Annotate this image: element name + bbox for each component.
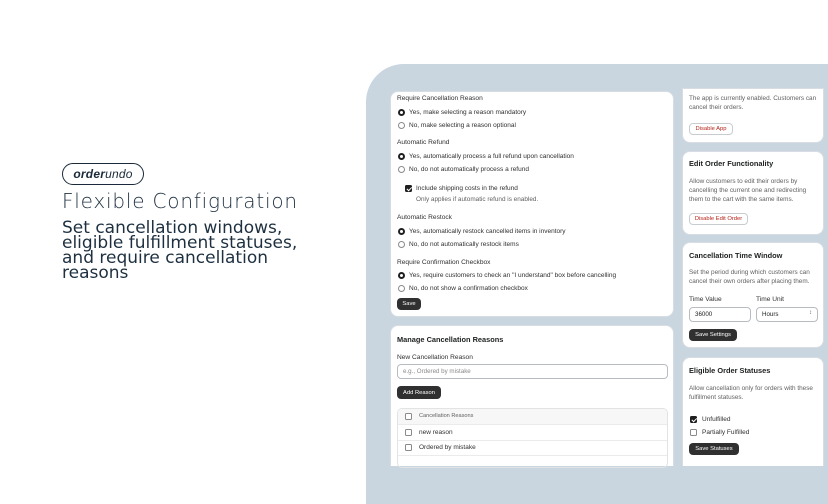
settings-card [390,91,674,317]
confirm-yes-radio[interactable] [398,272,405,279]
reason-cell: new reason [419,429,453,436]
hero-subtitle-line: reasons [62,263,129,283]
refund-no-label: No, do not automatically process a refund [409,166,529,173]
include-shipping-label: Include shipping costs in the refund [416,185,518,192]
restock-yes-label: Yes, automatically restock cancelled items in inventory [409,228,566,235]
unfulfilled-label: Unfulfilled [702,416,731,423]
include-shipping-checkbox[interactable] [405,185,412,192]
hero-subtitle-line: and require cancellation [62,248,269,268]
reason-heading: Require Cancellation Reason [397,95,483,102]
reason-no-label: No, make selecting a reason optional [409,122,516,129]
hero-subtitle-line: Set cancellation windows, [62,218,283,238]
restock-no-radio[interactable] [398,241,405,248]
edit-order-card [682,151,824,235]
reason-yes-radio[interactable] [398,109,405,116]
eligible-statuses-text-line: Allow cancellation only for orders with these [689,385,813,392]
edit-order-text-line: them to the cart with the same items. [689,196,794,203]
restock-yes-radio[interactable] [398,228,405,235]
eligible-statuses-text-line: fulfillment statuses. [689,394,744,401]
unfulfilled-checkbox[interactable] [690,416,697,423]
refund-yes-label: Yes, automatically process a full refund upon cancellation [409,153,574,160]
time-window-text-line: Set the period during which customers can [689,269,810,276]
app-status-text-line: cancel their orders. [689,104,744,111]
confirm-heading: Require Confirmation Checkbox [397,259,491,266]
refund-heading: Automatic Refund [397,139,450,146]
confirm-no-label: No, do not show a confirmation checkbox [409,285,528,292]
save-settings-button[interactable]: Save Settings [689,329,737,341]
partially-fulfilled-checkbox[interactable] [690,429,697,436]
table-row[interactable] [398,425,667,441]
edit-order-text-line: cancelling the current one and redirecting [689,187,807,194]
edit-order-text-line: Allow customers to edit their orders by [689,178,798,185]
hero-title: Flexible Configuration [62,189,298,213]
time-window-heading: Cancellation Time Window [689,251,783,260]
new-reason-input[interactable] [397,364,668,379]
hero-subtitle-line: eligible fulfillment statuses, [62,233,298,253]
logo-order-text: order [73,167,106,181]
refund-yes-radio[interactable] [398,153,405,160]
partially-fulfilled-label: Partially Fulfilled [702,429,750,436]
disable-app-button[interactable]: Disable App [689,123,733,135]
restock-heading: Automatic Restock [397,214,452,221]
include-shipping-help: Only applies if automatic refund is enabled. [416,196,539,203]
logo-undo-text: undo [105,167,133,181]
reason-yes-label: Yes, make selecting a reason mandatory [409,109,527,116]
reasons-table [397,408,668,468]
disable-edit-order-button[interactable]: Disable Edit Order [689,213,748,225]
row-checkbox[interactable] [405,429,412,436]
app-status-card [682,88,824,143]
reason-cell: Ordered by mistake [419,444,476,451]
eligible-statuses-heading: Eligible Order Statuses [689,366,771,375]
manage-reasons-heading: Manage Cancellation Reasons [397,335,504,344]
new-reason-label: New Cancellation Reason [397,354,473,361]
restock-no-label: No, do not automatically restock items [409,241,519,248]
confirm-no-radio[interactable] [398,285,405,292]
time-value-input[interactable] [689,307,751,322]
manage-reasons-card [390,325,674,466]
time-value-text: 36000 [695,311,713,318]
time-unit-select[interactable] [756,307,818,322]
add-reason-button[interactable]: Add Reason [397,386,441,399]
confirm-yes-label: Yes, require customers to check an "I understand" box before cancelling [409,272,617,279]
time-unit-value: Hours [762,311,779,318]
time-window-card [682,242,824,348]
edit-order-heading: Edit Order Functionality [689,159,774,168]
new-reason-placeholder: e.g., Ordered by mistake [403,368,471,375]
time-window-text-line: cancel their own orders after placing them. [689,278,810,285]
column-header-reasons: Cancellation Reasons [419,413,474,419]
app-status-text-line: The app is currently enabled. Customers can [689,95,817,102]
refund-no-radio[interactable] [398,166,405,173]
reason-no-radio[interactable] [398,122,405,129]
table-row[interactable] [398,440,667,456]
select-all-checkbox[interactable] [405,413,412,420]
table-header-row [398,409,667,425]
time-value-label: Time Value [689,296,722,303]
hero-subtitle [62,218,298,283]
save-button[interactable]: Save [397,298,421,310]
time-unit-label: Time Unit [756,296,784,303]
save-statuses-button[interactable]: Save Statuses [689,443,739,455]
select-caret-icon: ↕ [809,310,812,316]
eligible-statuses-card [682,357,824,466]
row-checkbox[interactable] [405,444,412,451]
orderundo-logo [62,163,144,185]
